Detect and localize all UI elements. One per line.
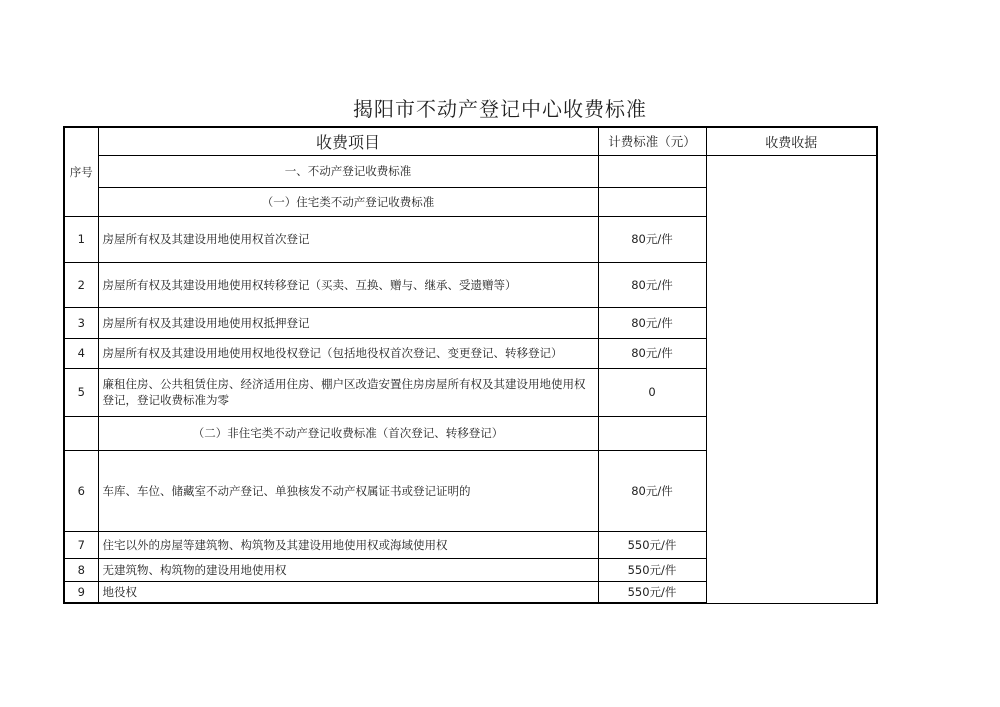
section-residential-standard <box>598 187 706 216</box>
section-row <box>64 155 877 187</box>
row-seq: 5 <box>64 368 98 416</box>
row-standard: 0 <box>598 368 706 416</box>
row-item: 地役权 <box>98 581 598 603</box>
row-seq: 2 <box>64 262 98 307</box>
row-seq: 9 <box>64 581 98 603</box>
table-header-row <box>64 127 877 155</box>
row-item: 住宅以外的房屋等建筑物、构筑物及其建设用地使用权或海域使用权 <box>98 531 598 558</box>
row-item: 房屋所有权及其建设用地使用权转移登记（买卖、互换、赠与、继承、受遗赠等） <box>98 262 598 307</box>
row-item: 房屋所有权及其建设用地使用权抵押登记 <box>98 307 598 338</box>
row-standard: 80元/件 <box>598 307 706 338</box>
row-seq: 7 <box>64 531 98 558</box>
row-standard: 550元/件 <box>598 581 706 603</box>
section-nonresidential-standard <box>598 416 706 450</box>
row-standard: 550元/件 <box>598 531 706 558</box>
row-seq: 8 <box>64 558 98 581</box>
row-standard: 80元/件 <box>598 216 706 262</box>
row-seq: 4 <box>64 338 98 368</box>
fee-table <box>63 126 878 604</box>
row-standard: 80元/件 <box>598 262 706 307</box>
header-item: 收费项目 <box>98 127 598 155</box>
section-residential-label: （一）住宅类不动产登记收费标准 <box>98 187 598 216</box>
row-seq: 3 <box>64 307 98 338</box>
row-seq: 1 <box>64 216 98 262</box>
row-seq: 6 <box>64 450 98 531</box>
header-standard: 计费标准（元） <box>598 127 706 155</box>
row-standard: 80元/件 <box>598 338 706 368</box>
header-seq: 序号 <box>64 127 98 216</box>
row-item: 无建筑物、构筑物的建设用地使用权 <box>98 558 598 581</box>
section-nonresidential-label: （二）非住宅类不动产登记收费标准（首次登记、转移登记） <box>98 416 598 450</box>
row-standard: 550元/件 <box>598 558 706 581</box>
row-item: 廉租住房、公共租赁住房、经济适用住房、棚户区改造安置住房房屋所有权及其建设用地使用权登记，登记收费标准为零 <box>98 368 598 416</box>
basis-cell <box>706 155 877 603</box>
section-main-label: 一、不动产登记收费标准 <box>98 155 598 187</box>
section-nonresidential-seq <box>64 416 98 450</box>
row-item: 车库、车位、储藏室不动产登记、单独核发不动产权属证书或登记证明的 <box>98 450 598 531</box>
document-title: 揭阳市不动产登记中心收费标准 <box>353 97 647 121</box>
row-item: 房屋所有权及其建设用地使用权地役权登记（包括地役权首次登记、变更登记、转移登记） <box>98 338 598 368</box>
row-item: 房屋所有权及其建设用地使用权首次登记 <box>98 216 598 262</box>
header-basis: 收费收据 <box>706 127 877 155</box>
row-standard: 80元/件 <box>598 450 706 531</box>
section-main-standard <box>598 155 706 187</box>
